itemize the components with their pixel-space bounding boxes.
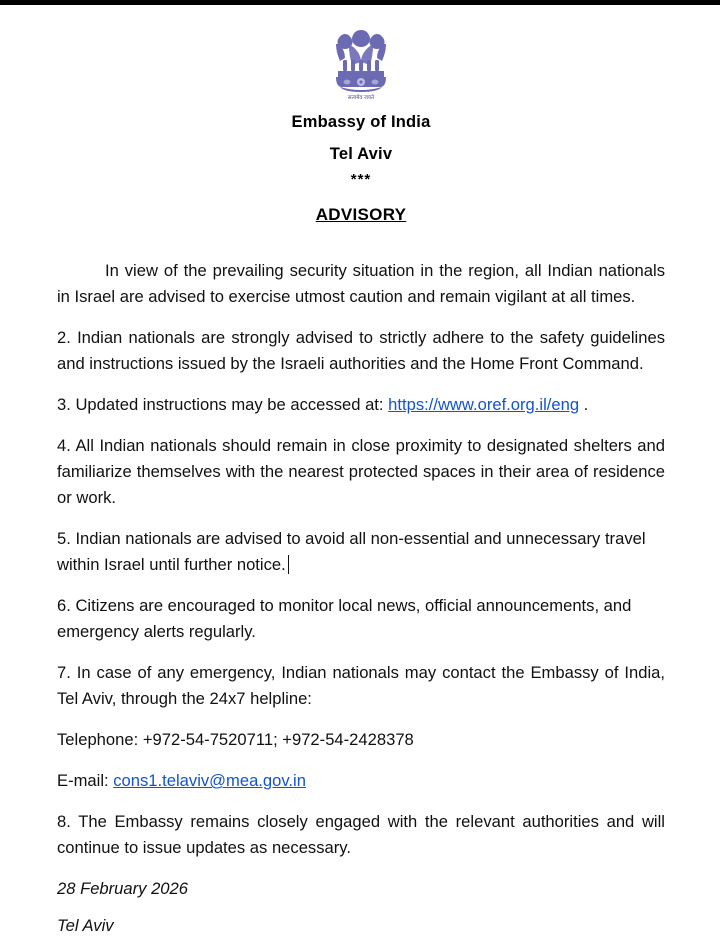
paragraph-4: 4. All Indian nationals should remain in close proximity to designated shelters and familiarize themselves with the nearest protected spaces in their area of residence or work. <box>57 436 665 507</box>
document-body <box>0 5 720 939</box>
telephone-value: +972-54-7520711; +972-54-2428378 <box>142 730 414 749</box>
telephone-line <box>57 727 665 753</box>
emblem-container <box>57 5 665 102</box>
email-link[interactable]: cons1.telaviv@mea.gov.in <box>113 771 306 790</box>
oref-website-link[interactable]: https://www.oref.org.il/eng <box>388 395 580 414</box>
state-emblem-of-india-icon <box>330 22 392 102</box>
paragraph-6: 6. Citizens are encouraged to monitor local news, official announcements, and emergency alerts regularly. <box>57 596 632 641</box>
separator-asterisks: *** <box>350 171 372 188</box>
paragraph-2: 2. Indian nationals are strongly advised to strictly adhere to the safety guidelines and instructions issued by the Israeli authorities and the Home Front Command. <box>57 328 665 373</box>
telephone-label: Telephone: <box>57 730 143 749</box>
paragraph-5 <box>57 526 665 578</box>
email-line <box>57 768 665 794</box>
svg-text:सत्यमेव जयते: सत्यमेव जयते <box>347 95 375 101</box>
organization-name: Embassy of India <box>291 113 431 131</box>
paragraph-5-text: 5. Indian nationals are advised to avoid all non-essential and unnecessary travel within Israel until further notice. <box>57 529 646 574</box>
paragraph-3-suffix: . <box>579 395 589 414</box>
paragraph-7: 7. In case of any emergency, Indian nationals may contact the Embassy of India, Tel Aviv, through the 24x7 helpline: <box>57 663 665 708</box>
paragraph-3 <box>57 392 665 418</box>
email-label: E-mail: <box>57 771 114 790</box>
paragraph-1: In view of the prevailing security situation in the region, all Indian nationals in Israel are advised to exercise utmost caution and remain vigilant at all times. <box>57 261 665 306</box>
text-cursor-caret <box>288 555 289 574</box>
paragraph-8: 8. The Embassy remains closely engaged with the relevant authorities and will continue to issue updates as necessary. <box>57 812 665 857</box>
signoff-place: Tel Aviv <box>57 916 114 935</box>
advisory-content <box>57 258 665 939</box>
page-title: ADVISORY <box>315 205 407 224</box>
paragraph-3-prefix: 3. Updated instructions may be accessed at: <box>57 395 389 414</box>
signoff-date: 28 February 2026 <box>57 879 188 898</box>
organization-city: Tel Aviv <box>329 145 393 163</box>
